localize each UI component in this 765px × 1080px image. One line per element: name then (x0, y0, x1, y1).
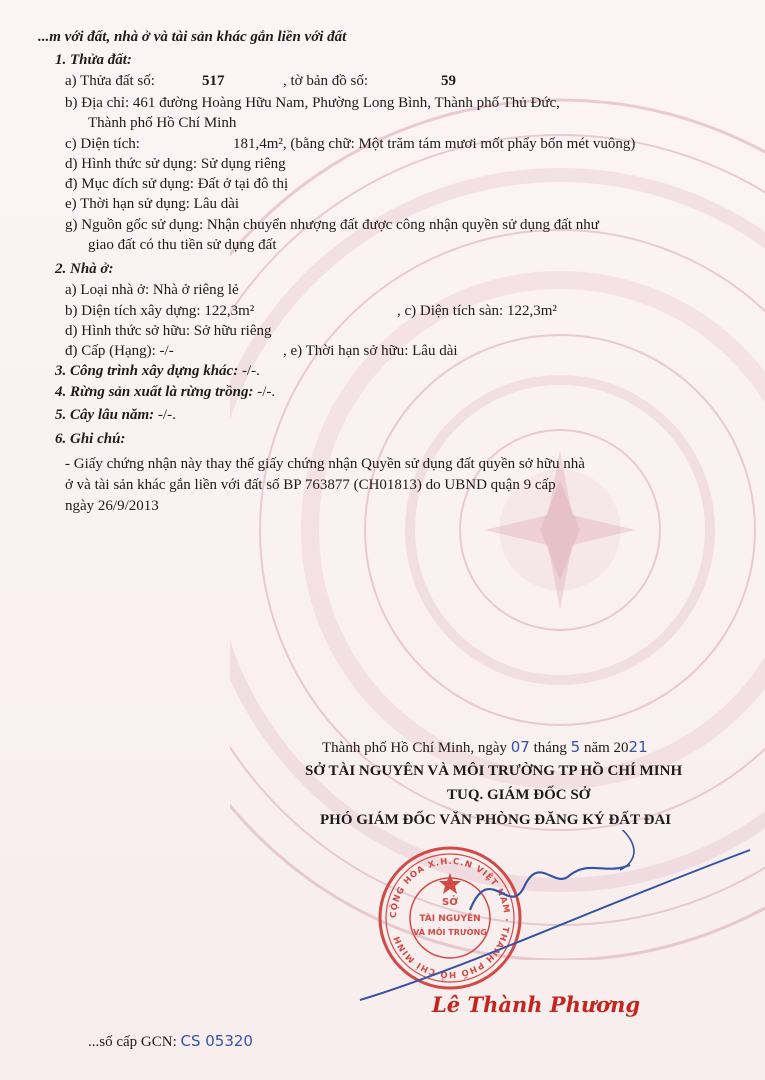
area-value: 181,4m², (bằng chữ: Một trăm tám mươi mốt phẩy bốn mét vuông) (233, 136, 636, 152)
note-line-1: - Giấy chứng nhận này thay thế giấy chứng nhận Quyền sử dụng đất quyền sở hữu nhà (65, 456, 585, 472)
house-grade: đ) Cấp (Hạng): -/- (65, 343, 174, 359)
map-sheet-value: 59 (441, 73, 456, 89)
section-2-title: 2. Nhà ở: (55, 261, 114, 277)
issue-date (322, 738, 648, 757)
usage-term: e) Thời hạn sử dụng: Lâu dài (65, 196, 240, 212)
issue-month-label: tháng (533, 740, 567, 756)
address-line-2: Thành phố Hồ Chí Minh (88, 115, 237, 131)
signer-position: PHÓ GIÁM ĐỐC VĂN PHÒNG ĐĂNG KÝ ĐẤT ĐAI (320, 812, 672, 828)
section-3-value: -/-. (238, 363, 260, 379)
section-6-title: 6. Ghi chú: (55, 431, 126, 447)
gcn-value: CS 05320 (180, 1032, 253, 1050)
section-4-value: -/-. (253, 384, 276, 400)
issue-day: 07 (510, 738, 530, 756)
issue-month: 5 (570, 738, 581, 756)
seal-ring-text: CỘNG HÒA X.H.C.N VIỆT NAM · THÀNH PHỐ HỒ CHÍ MINH (388, 856, 512, 980)
ownership-term: , e) Thời hạn sở hữu: Lâu dài (283, 343, 458, 359)
usage-purpose: đ) Mục đích sử dụng: Đất ở tại đô thị (65, 176, 289, 192)
map-sheet-label: , tờ bản đồ số: (283, 73, 369, 89)
usage-origin-line-2: giao đất có thu tiền sử dụng đất (88, 237, 277, 253)
section-4-label: 4. Rừng sản xuất là rừng trồng: (55, 384, 254, 400)
section-4 (55, 383, 275, 401)
section-5-value: -/-. (154, 407, 176, 423)
official-seal (377, 845, 523, 991)
area-label: c) Diện tích: (65, 136, 140, 152)
signer-name: Lê Thành Phương (432, 992, 641, 1017)
page-header: ...m với đất, nhà ở và tài sản khác gắn liền với đất (38, 29, 347, 45)
seal-center-1: SỞ (442, 897, 458, 908)
issue-year-tail: 21 (628, 738, 648, 756)
note-line-2: ở và tài sản khác gắn liền với đất số BP 763877 (CH01813) do UBND quận 9 cấp (65, 477, 556, 493)
gcn-label: ...số cấp GCN: (88, 1034, 177, 1050)
note-line-3: ngày 26/9/2013 (65, 498, 159, 514)
section-5 (55, 406, 176, 424)
section-5-label: 5. Cây lâu năm: (55, 407, 155, 423)
floor-area: , c) Diện tích sàn: 122,3m² (397, 303, 557, 319)
issue-date-prefix: Thành phố Hồ Chí Minh, ngày (322, 740, 507, 756)
seal-center-3: VÀ MÔI TRƯỜNG (413, 928, 487, 937)
usage-form: d) Hình thức sử dụng: Sử dụng riêng (65, 156, 286, 172)
tuq-line: TUQ. GIÁM ĐỐC SỞ (447, 787, 591, 803)
section-3-label: 3. Công trình xây dựng khác: (55, 363, 239, 379)
gcn-number (88, 1032, 253, 1051)
issue-year-label: năm 20 (583, 740, 629, 756)
issuing-org: SỞ TÀI NGUYÊN VÀ MÔI TRƯỜNG TP HỒ CHÍ MINH (305, 763, 683, 779)
plot-number-value: 517 (202, 73, 225, 89)
section-3 (55, 362, 260, 380)
usage-origin-line-1: g) Nguồn gốc sử dụng: Nhận chuyển nhượng đất được công nhận quyền sử dụng đất như (65, 217, 599, 233)
construction-area: b) Diện tích xây dựng: 122,3m² (65, 303, 255, 319)
section-1-title: 1. Thửa đất: (55, 52, 132, 68)
house-type: a) Loại nhà ở: Nhà ở riêng lẻ (65, 282, 239, 298)
ownership-form: d) Hình thức sở hữu: Sở hữu riêng (65, 323, 272, 339)
address-line-1: b) Địa chỉ: 461 đường Hoàng Hữu Nam, Phường Long Bình, Thành phố Thủ Đức, (65, 95, 560, 111)
plot-number-label: a) Thửa đất số: (65, 73, 155, 89)
seal-center-2: TÀI NGUYÊN (419, 914, 481, 924)
